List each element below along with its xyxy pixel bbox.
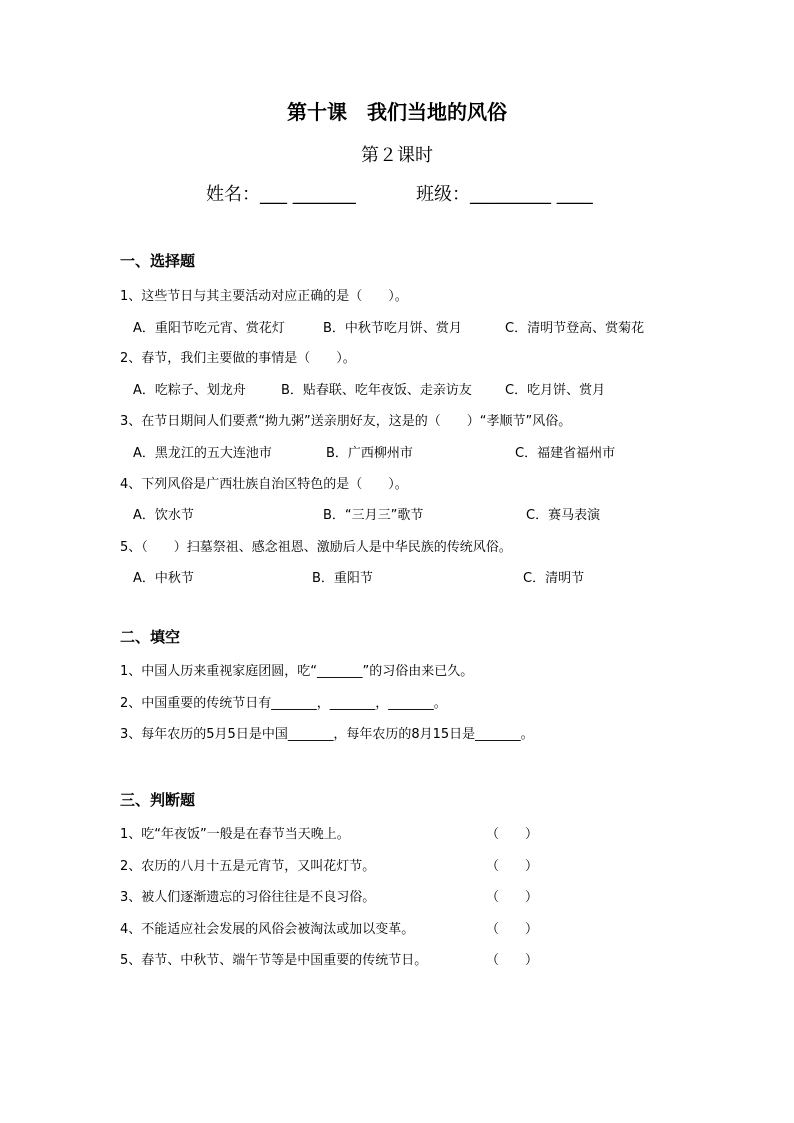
section-heading-fill: 二、填空 xyxy=(120,628,181,646)
answer-blank: （ ） xyxy=(486,827,539,842)
question-text: 5、（ ）扫墓祭祖、感念祖恩、激励后人是中华民族的传统风俗。 xyxy=(120,540,512,555)
option-a: A．黑龙江的五大连池市 xyxy=(133,446,272,461)
class-field: 班级：_________ ____ xyxy=(416,184,593,205)
option-c: C．福建省福州市 xyxy=(515,446,616,461)
answer-blank: （ ） xyxy=(486,953,539,968)
question-text: 1、中国人历来重视家庭团圆，吃“_______”的习俗由来已久。 xyxy=(120,664,474,679)
question-text: 4、下列风俗是广西壮族自治区特色的是（ ）。 xyxy=(120,477,408,492)
question-text: 2、春节，我们主要做的事情是（ ）。 xyxy=(120,351,356,366)
statement-text: 5、春节、中秋节、端午节等是中国重要的传统节日。 xyxy=(120,953,428,968)
option-c: C．清明节登高、赏菊花 xyxy=(505,321,645,336)
section-heading-choice: 一、选择题 xyxy=(120,252,196,270)
answer-blank: （ ） xyxy=(486,890,539,905)
lesson-subtitle: 第２课时 xyxy=(361,145,433,166)
answer-blank: （ ） xyxy=(486,859,539,874)
question-text: 3、在节日期间人们要煮“拗九粥”送亲朋好友，这是的（ ）“孝顺节”风俗。 xyxy=(120,414,572,429)
question-text: 3、每年农历的5月5日是中国_______，每年农历的8月15日是_______。 xyxy=(120,727,534,742)
option-b: B．广西柳州市 xyxy=(326,446,413,461)
section-heading-judge: 三、判断题 xyxy=(120,791,196,809)
option-b: B．“三月三”歌节 xyxy=(323,508,424,523)
option-a: A．饮水节 xyxy=(133,508,194,523)
name-field: 姓名：___ _______ xyxy=(206,184,356,205)
question-text: 1、这些节日与其主要活动对应正确的是（ ）。 xyxy=(120,289,408,304)
option-a: A．中秋节 xyxy=(133,571,194,586)
option-c: C．清明节 xyxy=(523,571,585,586)
option-c: C．赛马表演 xyxy=(526,508,601,523)
statement-text: 4、不能适应社会发展的风俗会被淘汰或加以变革。 xyxy=(120,922,415,937)
option-a: A．重阳节吃元宵、赏花灯 xyxy=(133,321,285,336)
statement-text: 3、被人们逐渐遗忘的习俗往往是不良习俗。 xyxy=(120,890,376,905)
option-b: B．重阳节 xyxy=(312,571,373,586)
option-a: A．吃粽子、划龙舟 xyxy=(133,383,246,398)
option-b: B．贴春联、吃年夜饭、走亲访友 xyxy=(281,383,472,398)
statement-text: 1、吃“年夜饭”一般是在春节当天晚上。 xyxy=(120,827,350,842)
option-c: C．吃月饼、赏月 xyxy=(505,383,606,398)
page-title: 第十课 我们当地的风俗 xyxy=(287,100,507,124)
answer-blank: （ ） xyxy=(486,922,539,937)
statement-text: 2、农历的八月十五是元宵节，又叫花灯节。 xyxy=(120,859,376,874)
option-b: B．中秋节吃月饼、赏月 xyxy=(323,321,462,336)
question-text: 2、中国重要的传统节日有_______，_______，_______。 xyxy=(120,696,447,711)
